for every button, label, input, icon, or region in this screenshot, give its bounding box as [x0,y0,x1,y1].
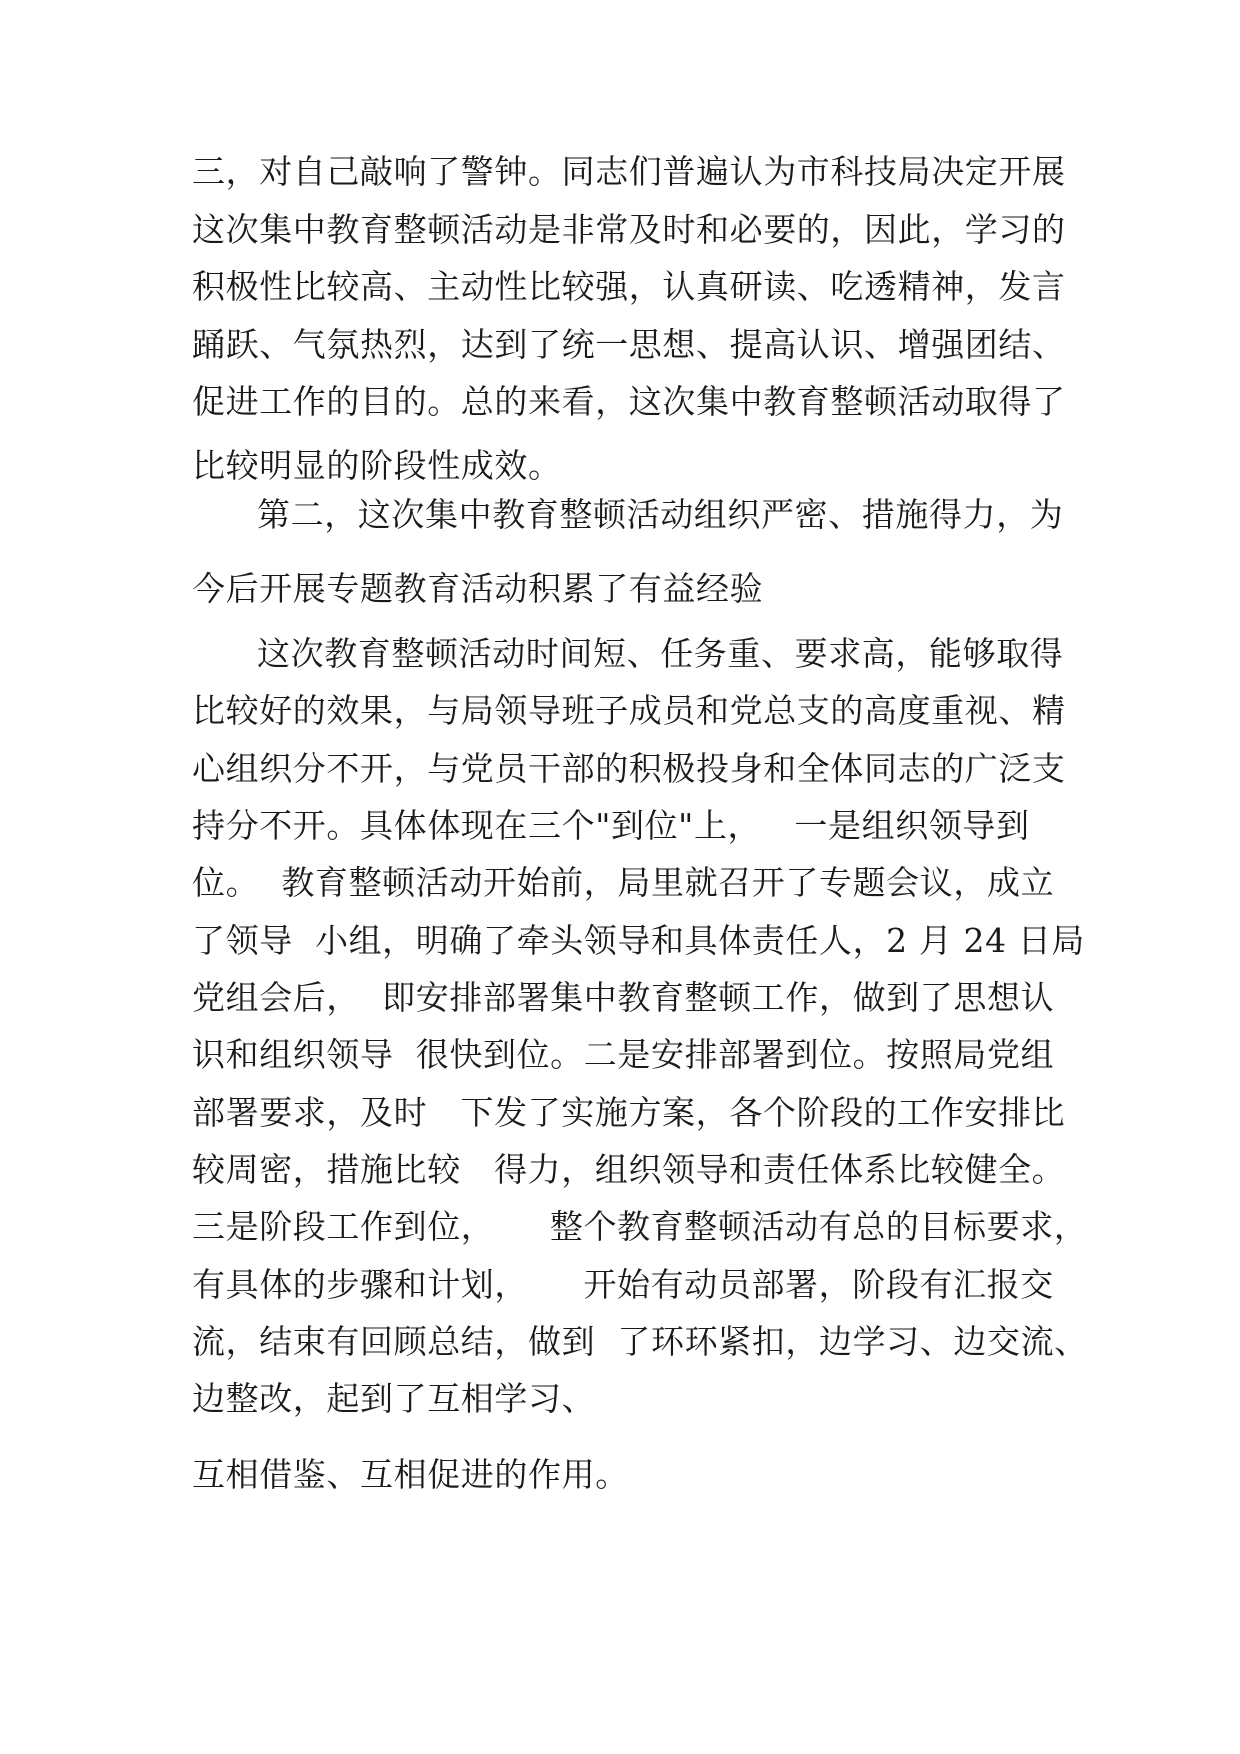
paragraph-line: 积极性比较高、主动性比较强，认真研读、吃透精神，发言 [192,267,1066,306]
paragraph-line: 踊跃、气氛热烈，达到了统一思想、提高认识、增强团结、 [192,325,1066,364]
paragraph-line: 部署要求，及时 下发了实施方案，各个阶段的工作安排比 [192,1093,1066,1132]
paragraph-line: 比较好的效果，与局领导班子成员和党总支的高度重视、精 [192,691,1066,730]
section-heading-line: 今后开展专题教育活动积累了有益经验 [192,569,764,608]
paragraph-line: 互相借鉴、互相促进的作用。 [192,1455,629,1494]
paragraph-line: 党组会后， 即安排部署集中教育整顿工作，做到了思想认 [192,978,1055,1017]
paragraph-line: 边整改，起到了互相学习、 [192,1379,596,1418]
paragraph-line: 位。 教育整顿活动开始前，局里就召开了专题会议，成立 [192,863,1055,902]
paragraph-line: 了领导 小组，明确了牵头领导和具体责任人，2 月 24 日局 [192,921,1086,960]
paragraph-line: 三是阶段工作到位， 整个教育整顿活动有总的目标要求， [192,1207,1088,1246]
paragraph-line: 识和组织领导 很快到位。二是安排部署到位。按照局党组 [192,1035,1055,1074]
section-heading-line: 第二，这次集中教育整顿活动组织严密、措施得力，为 [257,495,1064,534]
paragraph-line: 有具体的步骤和计划， 开始有动员部署，阶段有汇报交 [192,1265,1054,1304]
paragraph-line: 这次集中教育整顿活动是非常及时和必要的，因此，学习的 [192,210,1066,249]
paragraph-line: 这次教育整顿活动时间短、任务重、要求高，能够取得 [257,634,1064,673]
paragraph-line: 持分不开。具体体现在三个"到位"上， 一是组织领导到 [192,806,1030,845]
paragraph-line: 比较明显的阶段性成效。 [192,446,562,485]
paragraph-line: 三，对自己敲响了警钟。同志们普遍认为市科技局决定开展 [192,152,1066,191]
paragraph-line: 心组织分不开，与党员干部的积极投身和全体同志的广泛支 [192,749,1066,788]
paragraph-line: 较周密，措施比较 得力，组织领导和责任体系比较健全。 [192,1150,1066,1189]
paragraph-line: 促进工作的目的。总的来看，这次集中教育整顿活动取得了 [192,382,1066,421]
paragraph-line: 流，结束有回顾总结，做到 了环环紧扣，边学习、边交流、 [192,1322,1088,1361]
